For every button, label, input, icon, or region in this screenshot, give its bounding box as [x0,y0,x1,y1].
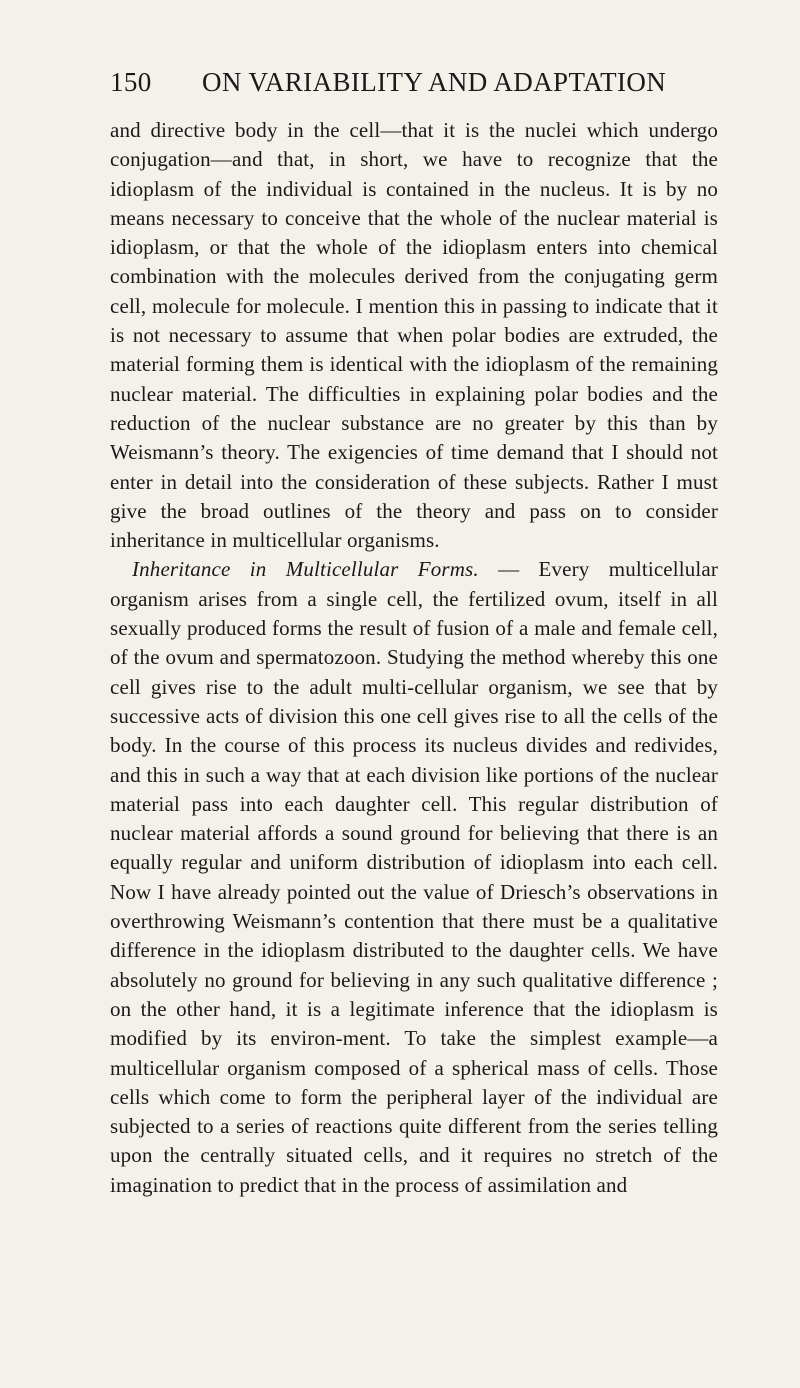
page-number: 150 [110,67,152,97]
paragraph-text: Every multicellular organism arises from a single cell, the fertilized ovum, itself in all sexually produced forms the result of fusion of a male and female cell, of the ovum and spermatozoon. Studying the method whereby this one cell gives rise to the adult multi-cellular organism, we see that by successive acts of division this one cell gives rise to all the cells of the body. In the course of this process its nucleus divides and redivides, and this in such a way that at each division like portions of the nuclear material pass into each daughter cell. This regular distribution of nuclear material affords a sound ground for believing that there is an equally regular and uniform distribution of idioplasm into each cell. Now I have already pointed out the value of Driesch’s observations in overthrowing Weismann’s contention that there must be a qualitative difference in the idioplasm distributed to the daughter cells. We have absolutely no ground for believing in any such qualitative difference ; on the other hand, it is a legitimate inference that the idioplasm is modified by its environ-ment. To take the simplest example—a multicellular organism composed of a spherical mass of cells. Those cells which come to form the peripheral layer of the individual are subjected to a series of reactions quite different from the series telling upon the centrally situated cells, and it requires no stretch of the imagination to predict that in the process of assimilation and [110,557,718,1197]
section-heading: Inheritance in Multicellular Forms. [132,557,479,582]
heading-dash: — [478,557,539,582]
paragraph: and directive body in the cell—that it is the nuclei which undergo conjugation—and that, in short, we have to recognize that the idioplasm of the individual is contained in the nucleus. It is by no means necessary to conceive that the whole of the nuclear material is idioplasm, or that the whole of the idioplasm enters into chemical combination with the molecules derived from the conjugating germ cell, molecule for molecule. I mention this in passing to indicate that it is not necessary to assume that when polar bodies are extruded, the material forming them is identical with the idioplasm of the remaining nuclear material. The difficulties in explaining polar bodies and the reduction of the nuclear substance are no greater by this than by Weismann’s theory. The exigencies of time demand that I should not enter in detail into the consideration of these subjects. Rather I must give the broad outlines of the theory and pass on to consider inheritance in multicellular organisms. [110,118,718,553]
paragraph [110,555,718,1200]
running-head [110,66,718,98]
running-title: ON VARIABILITY AND ADAPTATION [202,67,667,97]
body-text [110,116,718,1200]
